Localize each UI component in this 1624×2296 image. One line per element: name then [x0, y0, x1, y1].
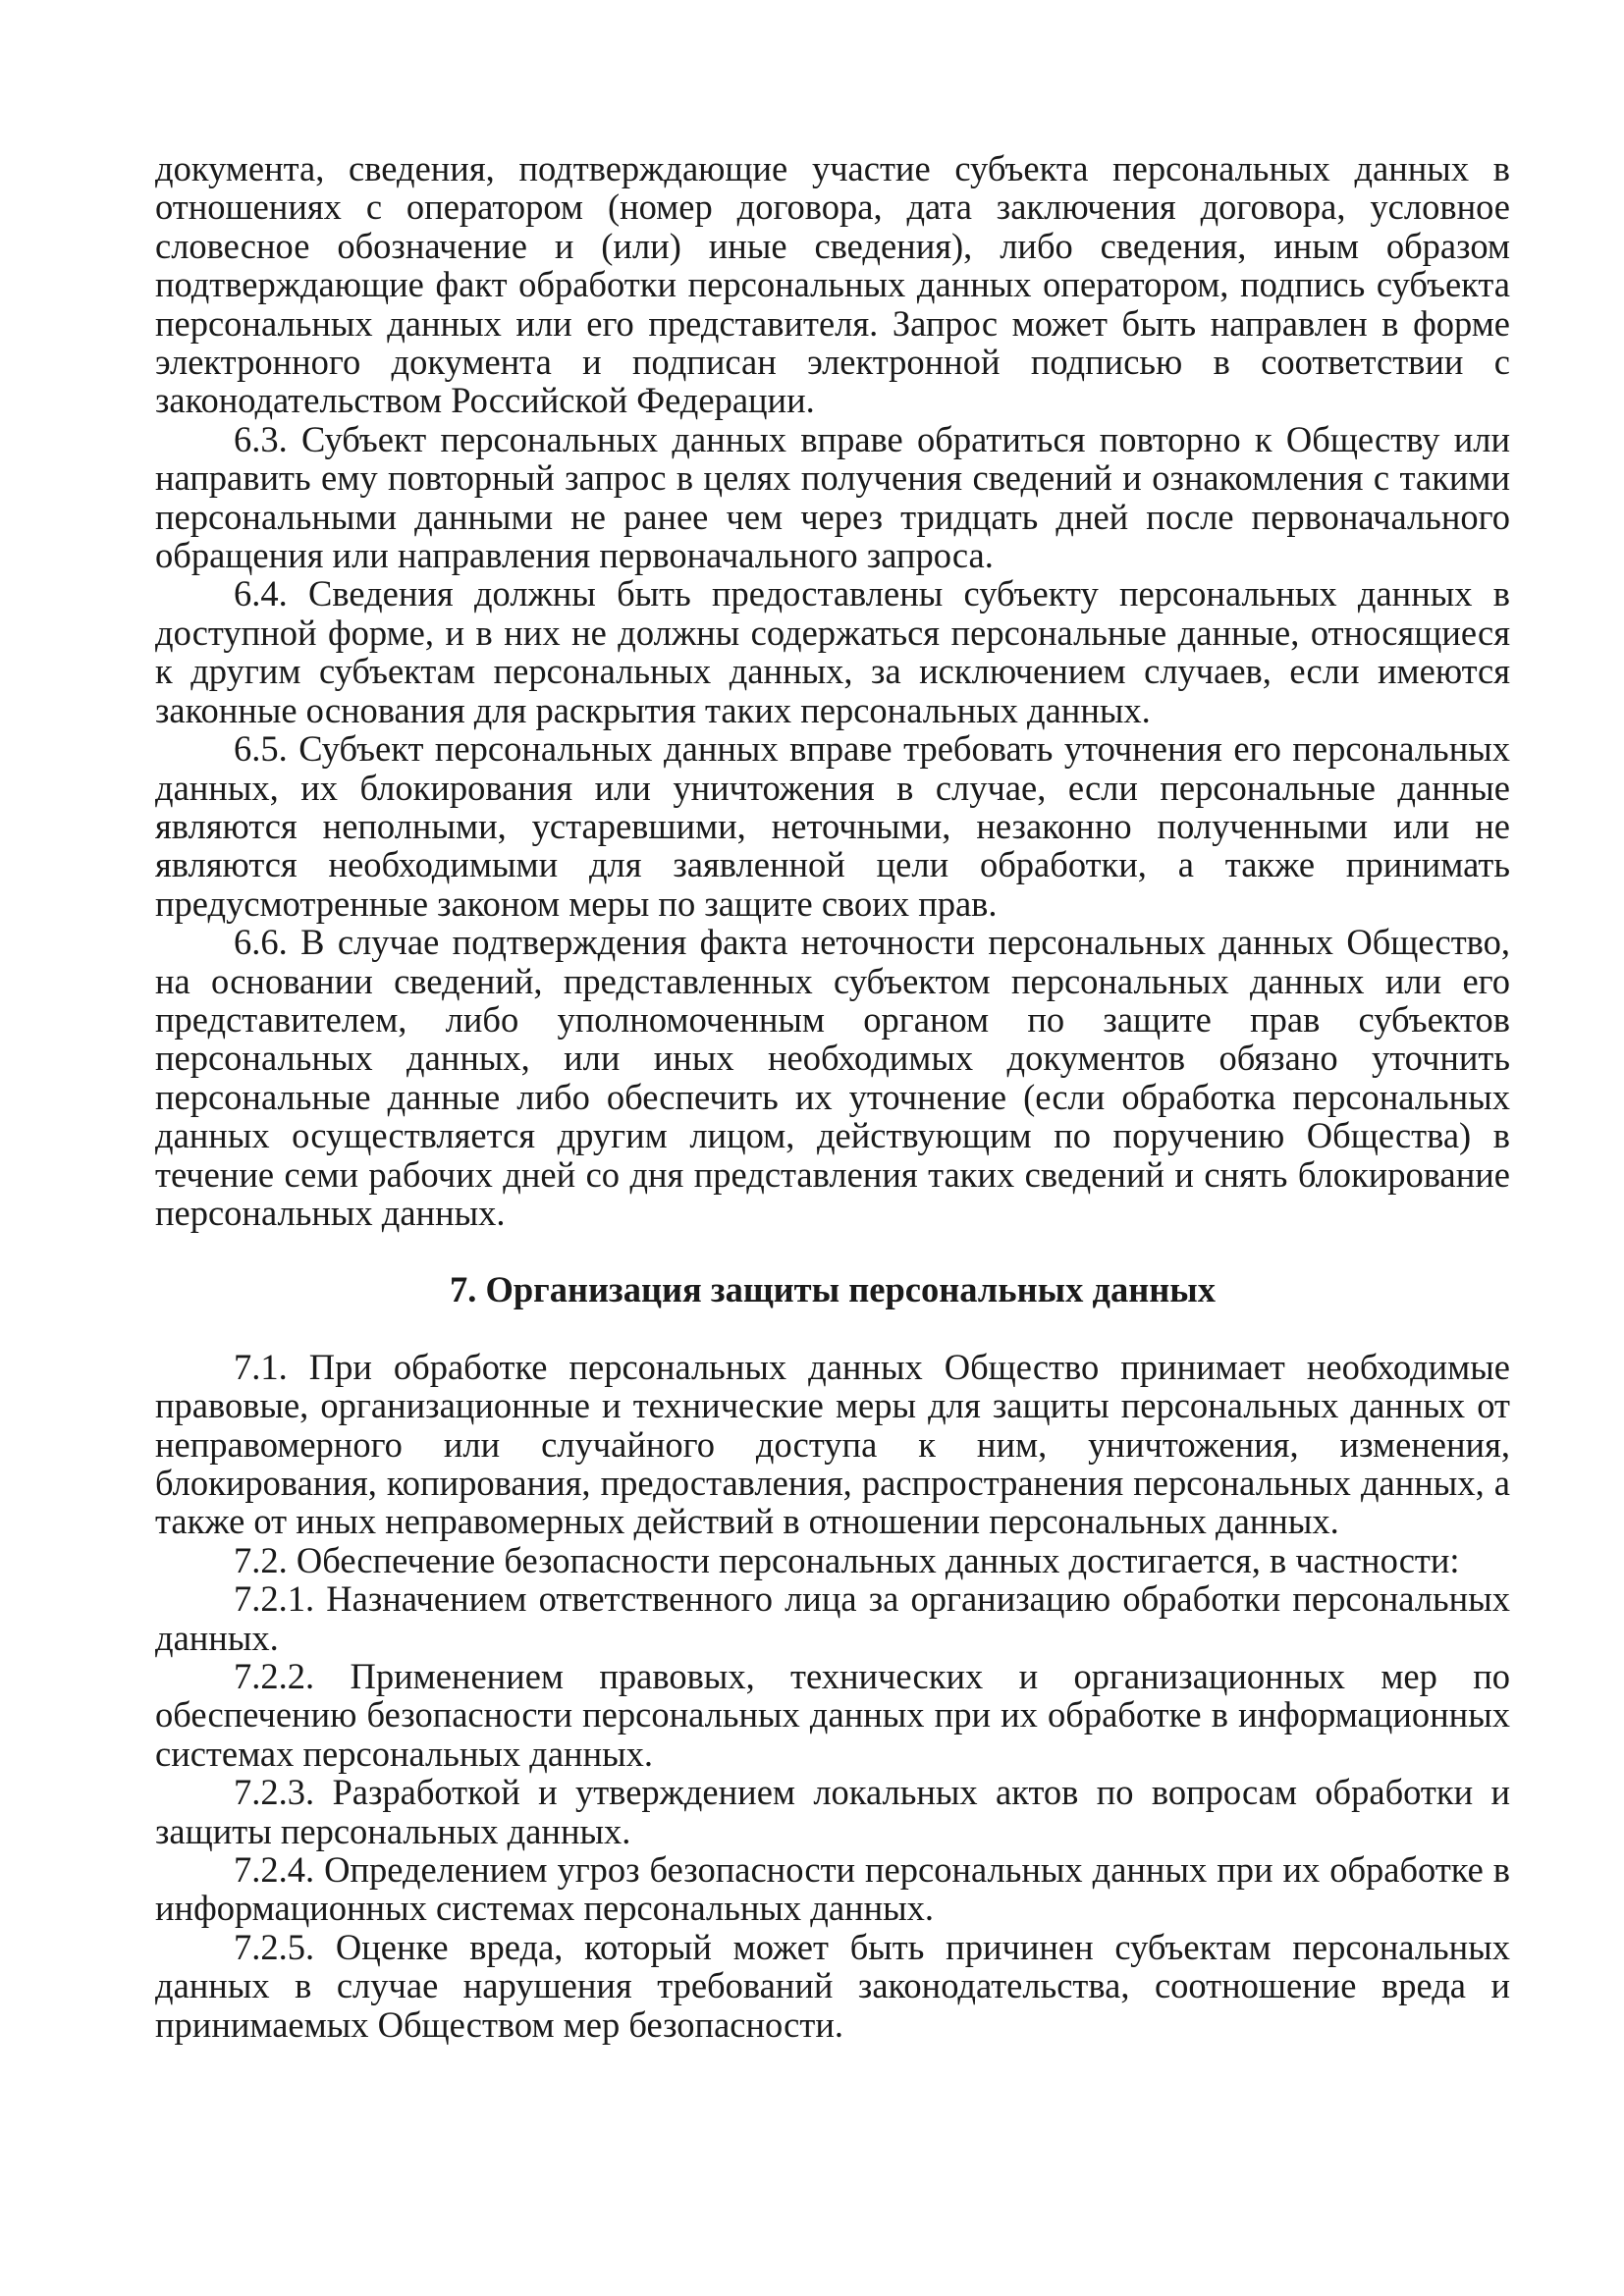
document-body	[155, 149, 1510, 2044]
paragraph-6-5: 6.5. Субъект персональных данных вправе требовать уточнения его персональных данных, их блокирования или уничтожения в случае, если персональные данные являются неполными, устаревшими, неточными, незаконно полученными или не являются необходимыми для заявленной цели обработки, а также принимать предусмотренные законом меры по защите своих прав.	[155, 728, 1510, 924]
paragraph-continuation: документа, сведения, подтверждающие участие субъекта персональных данных в отношениях с оператором (номер договора, дата заключения договора, условное словесное обозначение и (или) иные сведения), либо сведения, иным образом подтверждающие факт обработки персональных данных оператором, подпись субъекта персональных данных или его представителя. Запрос может быть направлен в форме электронного документа и подписан электронной подписью в соответствии с законодательством Российской Федерации.	[155, 148, 1510, 421]
paragraph-7-2-3: 7.2.3. Разработкой и утверждением локальных актов по вопросам обработки и защиты персональных данных.	[155, 1772, 1510, 1851]
paragraph-6-3: 6.3. Субъект персональных данных вправе обратиться повторно к Обществу или направить ему повторный запрос в целях получения сведений и ознакомления с такими персональными данными не ранее чем через тридцать дней после первоначального обращения или направления первоначального запроса.	[155, 418, 1510, 576]
paragraph-7-1: 7.1. При обработке персональных данных Общество принимает необходимые правовые, организационные и технические меры для защиты персональных данных от неправомерного или случайного доступа к ним, уничтожения, изменения, блокирования, копирования, предоставления, распространения персональных данных, а также от иных неправомерных действий в отношении персональных данных.	[155, 1346, 1510, 1542]
paragraph-7-2-2: 7.2.2. Применением правовых, технических и организационных мер по обеспечению безопасности персональных данных при их обработке в информационных системах персональных данных.	[155, 1656, 1510, 1774]
paragraph-7-2-5: 7.2.5. Оценке вреда, который может быть причинен субъектам персональных данных в случае нарушения требований законодательства, соотношение вреда и принимаемых Обществом мер безопасности.	[155, 1926, 1510, 2045]
paragraph-7-2: 7.2. Обеспечение безопасности персональных данных достигается, в частности:	[234, 1539, 1460, 1580]
paragraph-6-6: 6.6. В случае подтверждения факта неточности персональных данных Общество, на основании сведений, представленных субъектом персональных данных или его представителем, либо уполномоченным органом по защите прав субъектов персональных данных, или иных необходимых документов обязано уточнить персональные данные либо обеспечить их уточнение (если обработка персональных данных осуществляется другим лицом, действующим по поручению Общества) в течение семи рабочих дней со дня представления таких сведений и снять блокирование персональных данных.	[155, 922, 1510, 1233]
section-heading: 7. Организация защиты персональных данных	[449, 1269, 1217, 1310]
paragraph-7-2-4: 7.2.4. Определением угроз безопасности персональных данных при их обработке в информационных системах персональных данных.	[155, 1849, 1510, 1929]
paragraph-6-4: 6.4. Сведения должны быть предоставлены субъекту персональных данных в доступной форме, и в них не должны содержаться персональные данные, относящиеся к другим субъектам персональных данных, за исключением случаев, если имеются законные основания для раскрытия таких персональных данных.	[155, 573, 1510, 730]
paragraph-7-2-1: 7.2.1. Назначением ответственного лица за организацию обработки персональных данных.	[155, 1578, 1510, 1658]
